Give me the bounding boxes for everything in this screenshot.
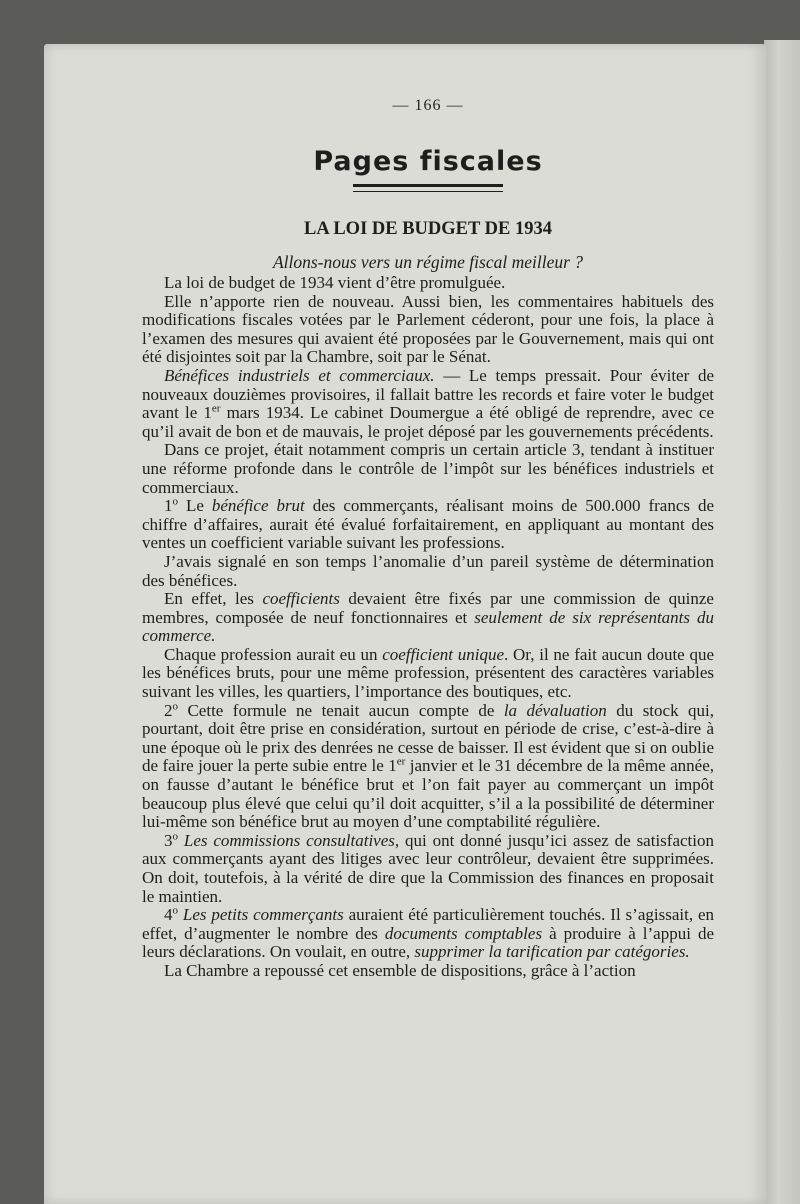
paragraph [142, 646, 714, 702]
paragraph [142, 553, 714, 590]
page-content [142, 94, 714, 981]
text-run: du stock qui, pourtant, doit être prise en considération, surtout en période de crise, c’est-à-dire à une époque où le prix des denrées ne cesse de baisser. Il est évident que si on oublie de faire jouer la perte subie entre le 1 [142, 700, 715, 776]
paragraph [142, 367, 714, 441]
italic-text: Les commissions consultatives [183, 830, 395, 850]
paragraph [142, 441, 714, 497]
paragraph [142, 274, 714, 293]
text-run: Le [178, 496, 212, 516]
italic-text: coefficients [262, 589, 340, 609]
text-run: 1 [164, 496, 173, 516]
text-run: , qui ont donné jusqu’ici assez de satisfaction aux commerçants ayant des litiges avec leur contrôleur, devaient être supprimées. On doit, toutefois, à la vérité de dire que la Commission des finances en proposait le maintien. [142, 830, 714, 906]
text-run: La Chambre a repoussé cet ensemble de dispositions, grâce à l’action [164, 960, 636, 980]
text-run: Cette formule ne tenait aucun compte de [178, 700, 504, 720]
paragraph [142, 906, 714, 962]
book-page [44, 44, 766, 1204]
italic-text: Bénéfices industriels et commerciaux. [164, 365, 435, 385]
text-run: des commerçants, réalisant moins de 500.000 francs de chiffre d’affaires, aurait été évalué forfaitairement, en appliquant au montant des ventes un coefficient variable suivant les professions. [142, 496, 715, 553]
text-run: — Le temps pressait. Pour éviter de nouveaux douzièmes provisoires, il fallait battre les records et faire voter le budget avant le 1 [142, 365, 715, 423]
text-run: devaient être fixés par une commission de quinze membres, composée de neuf fonctionnaires et [142, 589, 714, 627]
italic-text: supprimer la tarification par catégories. [414, 942, 690, 962]
text-run: . Or, il ne fait aucun doute que les bénéfices bruts, pour une même profession, présentent des caractères variables suivant les villes, les quartiers, l’importance des boutiques, etc. [142, 644, 714, 702]
paragraph [142, 962, 714, 981]
text-run: 3 [164, 830, 173, 850]
superscript: o [172, 495, 178, 508]
text-run: mars 1934. Le cabinet Doumergue a été obligé de reprendre, avec ce qu’il avait de bon et de mauvais, le projet déposé par les gouvernements précédents. [142, 403, 714, 441]
text-run: Elle n’apporte rien de nouveau. Aussi bien, les commentaires habituels des modifications fiscales votées par le Parlement céderont, pour une fois, la place à l’examen des mesures qui avaient été proposées par le Gouvernement, mais qui ont été disjointes soit par la Chambre, soit par le Sénat. [142, 291, 714, 367]
article-subtitle: Allons-nous vers un régime fiscal meilleur ? [272, 252, 584, 272]
page-number: — 166 — [392, 97, 464, 114]
text-run: La loi de budget de 1934 vient d’être promulguée. [164, 273, 506, 292]
italic-text: coefficient unique [382, 644, 505, 664]
paragraph [142, 497, 714, 553]
italic-text: documents comptables [384, 923, 543, 943]
text-run: 2 [164, 700, 173, 720]
superscript: o [172, 830, 178, 843]
italic-text: la dévaluation [503, 700, 607, 720]
paragraph [142, 293, 714, 367]
paragraph [142, 702, 714, 832]
text-run: En effet, les [164, 589, 263, 609]
text-run: Chaque profession aurait eu un [164, 644, 383, 664]
italic-text: bénéfice brut [211, 496, 305, 516]
superscript: o [172, 904, 178, 917]
text-run: Dans ce projet, était notamment compris un certain article 3, tendant à instituer une réforme profonde dans le contrôle de l’impôt sur les bénéfices industriels et commerciaux. [142, 440, 714, 497]
text-run: 4 [164, 905, 173, 925]
superscript: er [211, 402, 221, 415]
paragraph [142, 832, 714, 906]
superscript: o [172, 700, 178, 712]
superscript: er [396, 755, 406, 768]
italic-text: Les petits commerçants [182, 905, 344, 925]
section-title: Pages fiscales [313, 146, 543, 177]
italic-text: seulement de six représentants du commerce. [142, 607, 714, 646]
next-page-edge [764, 40, 800, 1204]
article-title: LA LOI DE BUDGET DE 1934 [304, 219, 552, 239]
text-run: auraient été particulièrement touchés. Il s’agissait, en effet, d’augmenter le nombre des [142, 905, 715, 943]
paragraph [142, 590, 714, 646]
text-run: J’avais signalé en son temps l’anomalie d’un pareil système de détermination des bénéfices. [142, 551, 714, 590]
text-run: janvier et le 31 décembre de la même année, on fausse d’autant le bénéfice brut et l’on fait payer au commerçant un impôt beaucoup plus élevé que celui qu’il doit acquitter, s’il a la possibilité de déterminer lui-même son bénéfice brut au moyen d’une comptabilité régulière. [142, 756, 714, 832]
text-run: à produire à l’appui de leurs déclarations. On voulait, en outre, [142, 923, 714, 962]
article-body [142, 274, 714, 981]
title-double-rule [353, 184, 503, 192]
